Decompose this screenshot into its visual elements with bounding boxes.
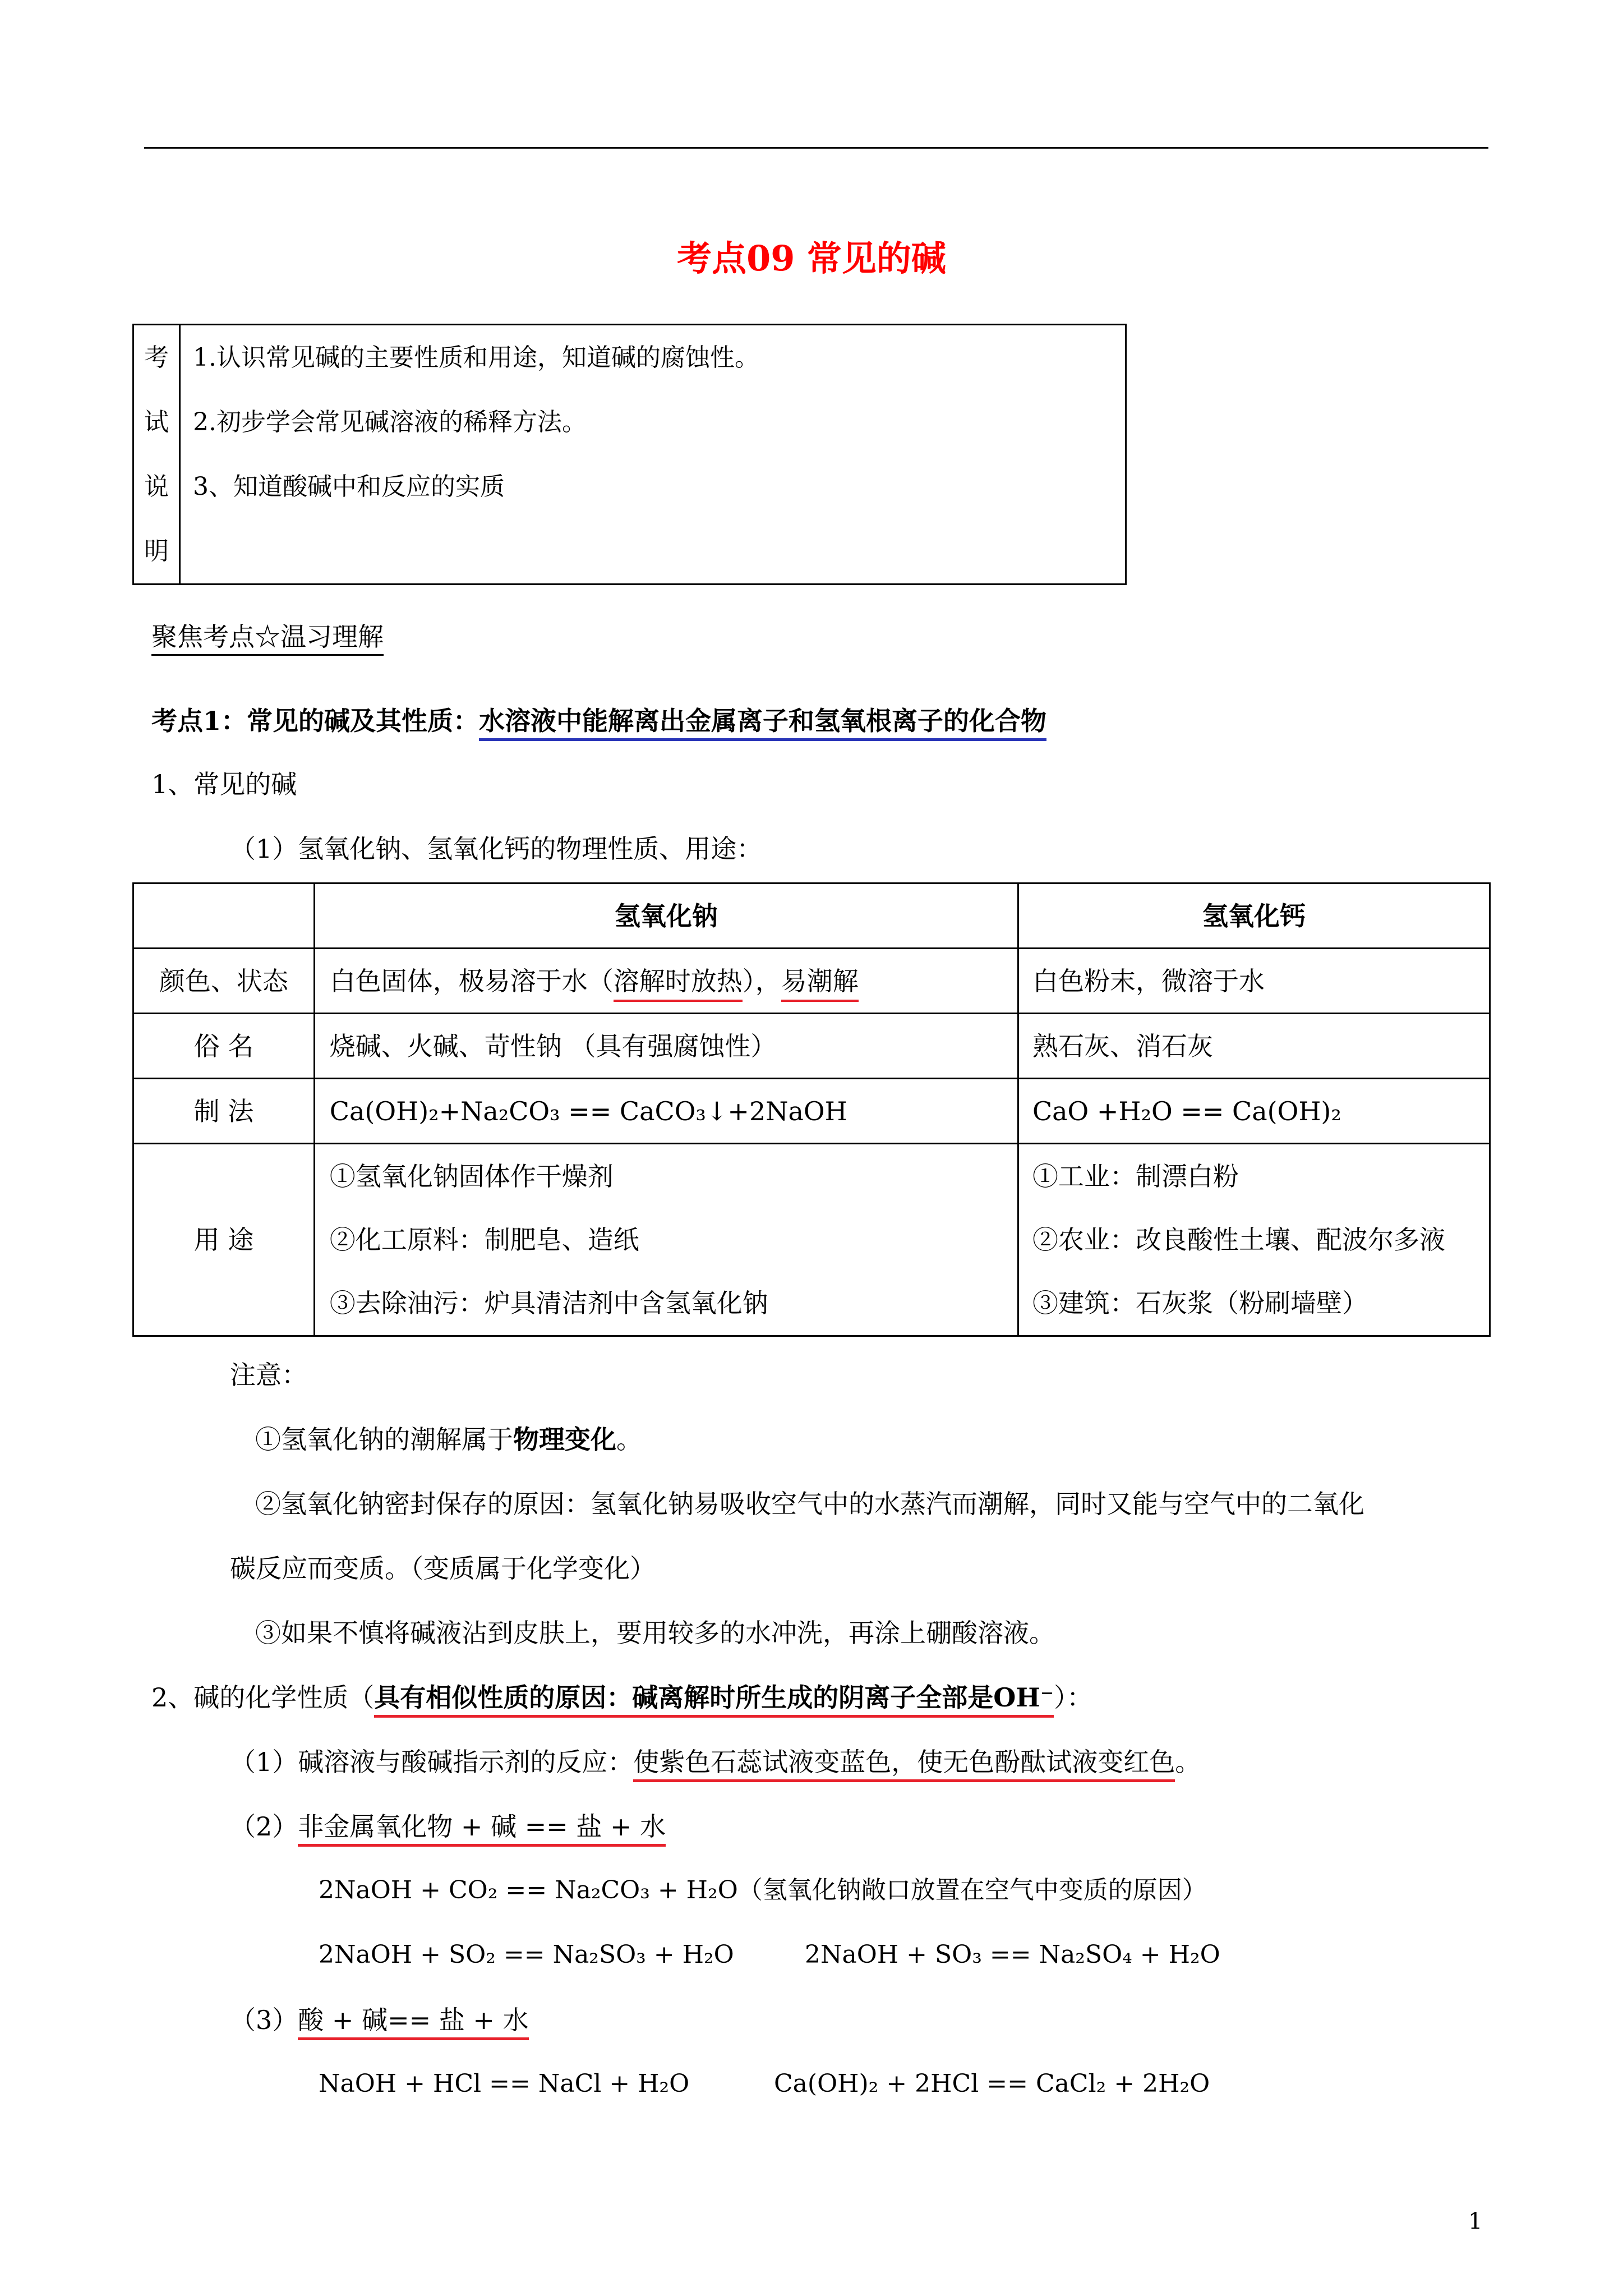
label-char: 考 (144, 343, 169, 372)
equation: 2NaOH + SO₃ == Na₂SO₄ + H₂O (805, 1940, 1220, 1969)
exam-item: 2.初步学会常见碱溶液的稀释方法。 (193, 408, 587, 436)
table-row (133, 949, 1490, 1014)
page-title: 考点09 常见的碱 (677, 238, 946, 279)
underlined-text: 易潮解 (781, 966, 859, 1002)
chem-property-3: （3）酸 + 碱== 盐 + 水 (230, 2007, 529, 2033)
note-2-line1: ②氢氧化钠密封保存的原因：氢氧化钠易吸收空气中的水蒸汽而潮解，同时又能与空气中的二氧化 (255, 1489, 1364, 1519)
use-item: ②农业：改良酸性土壤、配波尔多液 (1032, 1224, 1445, 1255)
row-label: 颜色、状态 (133, 949, 315, 1014)
cell-caoh: 白色粉末，微溶于水 (1018, 949, 1490, 1014)
subsection-1: 1、常见的碱 (151, 769, 297, 799)
point1-label: 考点1：常见的碱及其性质： (151, 706, 479, 736)
underlined-text: 酸 + 碱== 盐 + 水 (298, 2005, 528, 2040)
exam-item: 1.认识常见碱的主要性质和用途，知道碱的腐蚀性。 (193, 343, 759, 372)
use-item: ①工业：制漂白粉 (1032, 1161, 1239, 1191)
page-number: 1 (1468, 2208, 1483, 2234)
note-3: ③如果不慎将碱液沾到皮肤上，要用较多的水冲洗，再涂上硼酸溶液。 (255, 1618, 1055, 1648)
equation: 2NaOH + CO₂ == Na₂CO₃ + H₂O（氢氧化钠敞口放置在空气中变质的原因） (319, 1876, 1207, 1904)
col-header-naoh: 氢氧化钠 (314, 884, 1018, 949)
use-item: ②化工原料：制肥皂、造纸 (329, 1224, 639, 1255)
cell-naoh: 白色固体，极易溶于水（溶解时放热），易潮解 (314, 949, 1018, 1014)
label-char: 说 (144, 472, 169, 501)
label-char: 明 (144, 537, 169, 565)
exam-description-label (133, 325, 180, 585)
equation: Ca(OH)₂ + 2HCl == CaCl₂ + 2H₂O (774, 2069, 1210, 2098)
chem-property-2: （2）非金属氧化物 + 碱 == 盐 + 水 (230, 1814, 666, 1839)
point1-heading (151, 708, 1046, 734)
cell-naoh-uses (314, 1144, 1018, 1336)
use-item: ③建筑：石灰浆（粉刷墙壁） (1032, 1287, 1368, 1318)
table-corner-cell (133, 884, 315, 949)
underlined-text: 使紫色石蕊试液变蓝色，使无色酚酞试液变红色 (633, 1747, 1175, 1782)
exam-description-box (132, 324, 1127, 585)
properties-table (132, 882, 1491, 1337)
col-header-caoh: 氢氧化钙 (1018, 884, 1490, 949)
subsection-1-1: （1）氢氧化钠、氢氧化钙的物理性质、用途： (230, 834, 763, 864)
exam-description-items (180, 325, 1126, 585)
subsection-2: 2、碱的化学性质（具有相似性质的原因：碱离解时所生成的阴离子全部是OH⁻）： (151, 1685, 1092, 1710)
section-header: 聚焦考点☆温习理解 (151, 624, 384, 650)
table-header-row (133, 884, 1490, 949)
underlined-text: 溶解时放热 (614, 966, 743, 1002)
use-item: ③去除油污：炉具清洁剂中含氢氧化钠 (329, 1287, 768, 1318)
cell-caoh-equation: CaO +H₂O == Ca(OH)₂ (1018, 1079, 1490, 1144)
note-2-line2: 碳反应而变质。（变质属于化学变化） (230, 1553, 656, 1584)
exam-item: 3、知道酸碱中和反应的实质 (193, 472, 505, 501)
table-row (133, 1144, 1490, 1336)
header-rule (144, 147, 1488, 149)
table-row (133, 1079, 1490, 1144)
table-row (133, 1014, 1490, 1079)
row-label: 俗 名 (133, 1014, 315, 1079)
note-1: ①氢氧化钠的潮解属于物理变化。 (255, 1424, 642, 1455)
equation: NaOH + HCl == NaCl + H₂O (319, 2069, 690, 2098)
row-label: 制 法 (133, 1079, 315, 1144)
notes-label: 注意： (230, 1360, 307, 1390)
row-label: 用 途 (133, 1144, 315, 1336)
cell-caoh: 熟石灰、消石灰 (1018, 1014, 1490, 1079)
cell-naoh-equation: Ca(OH)₂+Na₂CO₃ == CaCO₃↓+2NaOH (314, 1079, 1018, 1144)
label-char: 试 (144, 408, 169, 436)
underlined-text: 非金属氧化物 + 碱 == 盐 + 水 (298, 1811, 666, 1847)
cell-caoh-uses (1018, 1144, 1490, 1336)
cell-naoh: 烧碱、火碱、苛性钠 （具有强腐蚀性） (314, 1014, 1018, 1079)
underlined-text: 具有相似性质的原因：碱离解时所生成的阴离子全部是OH⁻ (374, 1682, 1054, 1718)
equation: 2NaOH + SO₂ == Na₂SO₃ + H₂O (319, 1940, 734, 1969)
chem-property-1: （1）碱溶液与酸碱指示剂的反应：使紫色石蕊试液变蓝色，使无色酚酞试液变红色。 (230, 1749, 1201, 1775)
use-item: ①氢氧化钠固体作干燥剂 (329, 1161, 614, 1191)
point1-definition: 水溶液中能解离出金属离子和氢氧根离子的化合物 (479, 706, 1046, 741)
